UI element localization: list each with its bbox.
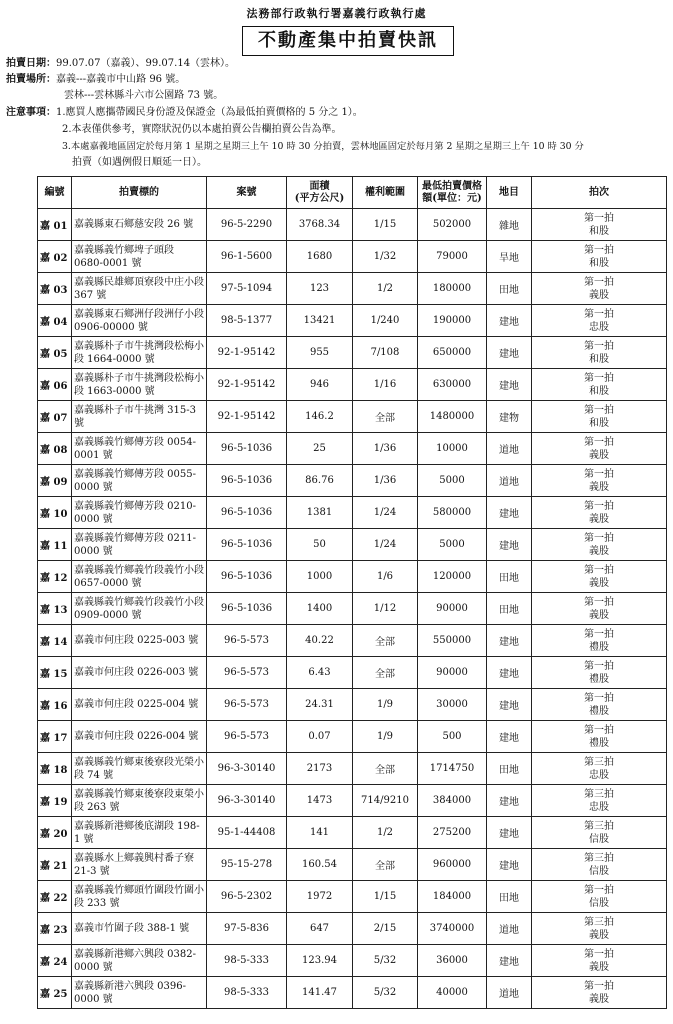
cell-rights: 1/15 [353,881,418,913]
cell-price: 650000 [418,337,487,369]
cell-rights: 1/240 [353,305,418,337]
table-row [38,465,667,497]
cell-area: 40.22 [287,625,353,657]
cell-stage: 第一拍 和股 [532,401,667,433]
cell-category: 建地 [487,337,532,369]
cell-area: 1972 [287,881,353,913]
cell-subject: 嘉義縣民雄鄉頂寮段中庄小段 367 號 [72,273,207,305]
cell-no: 嘉 02 [38,241,72,273]
cell-case: 92-1-95142 [207,337,287,369]
cell-no: 嘉 19 [38,785,72,817]
cell-stage: 第一拍 義股 [532,593,667,625]
cell-no: 嘉 20 [38,817,72,849]
cell-case: 96-3-30140 [207,785,287,817]
cell-case: 96-5-2290 [207,209,287,241]
cell-subject: 嘉義縣新港六興段 0396-0000 號 [72,977,207,1009]
cell-area: 3768.34 [287,209,353,241]
auction-place-chiayi: 嘉義---嘉義市中山路 96 號。 [56,74,186,85]
cell-price: 960000 [418,849,487,881]
table-row [38,881,667,913]
cell-case: 96-3-30140 [207,753,287,785]
cell-rights: 1/6 [353,561,418,593]
cell-area: 955 [287,337,353,369]
cell-case: 96-5-573 [207,689,287,721]
cell-no: 嘉 21 [38,849,72,881]
cell-rights: 1/36 [353,433,418,465]
cell-rights: 全部 [353,401,418,433]
notes-line-1 [6,106,363,120]
cell-category: 建地 [487,497,532,529]
cell-rights: 1/9 [353,721,418,753]
cell-stage: 第一拍 義股 [532,273,667,305]
cell-subject: 嘉義縣新港鄉六興段 0382-0000 號 [72,945,207,977]
auction-date-value: 99.07.07（嘉義）、99.07.14（雲林）。 [56,58,236,69]
notes-label: 注意事項： [6,107,56,118]
cell-subject: 嘉義市何庄段 0225-003 號 [72,625,207,657]
cell-stage: 第一拍 義股 [532,977,667,1009]
cell-category: 建地 [487,529,532,561]
cell-case: 96-5-1036 [207,561,287,593]
cell-subject: 嘉義縣東石鄉洲仔段洲仔小段 0906-00000 號 [72,305,207,337]
cell-price: 502000 [418,209,487,241]
cell-price: 90000 [418,657,487,689]
cell-stage: 第三拍 義股 [532,913,667,945]
cell-stage: 第一拍 禮股 [532,689,667,721]
table-row [38,849,667,881]
cell-subject: 嘉義市何庄段 0226-004 號 [72,721,207,753]
table-row [38,593,667,625]
table-row [38,401,667,433]
cell-rights: 全部 [353,753,418,785]
cell-subject: 嘉義市何庄段 0225-004 號 [72,689,207,721]
cell-no: 嘉 01 [38,209,72,241]
cell-rights: 全部 [353,849,418,881]
cell-case: 98-5-333 [207,945,287,977]
cell-stage: 第一拍 義股 [532,561,667,593]
cell-area: 24.31 [287,689,353,721]
cell-rights: 1/24 [353,529,418,561]
cell-area: 1680 [287,241,353,273]
cell-subject: 嘉義縣義竹鄉義竹段義竹小段 0909-0000 號 [72,593,207,625]
cell-area: 25 [287,433,353,465]
cell-no: 嘉 23 [38,913,72,945]
table-row [38,625,667,657]
cell-no: 嘉 10 [38,497,72,529]
cell-category: 田地 [487,881,532,913]
cell-price: 184000 [418,881,487,913]
cell-subject: 嘉義縣義竹鄉東後寮段東榮小段 263 號 [72,785,207,817]
cell-area: 160.54 [287,849,353,881]
cell-category: 建地 [487,849,532,881]
cell-price: 36000 [418,945,487,977]
cell-subject: 嘉義縣朴子市牛挑灣段松梅小段 1663-0000 號 [72,369,207,401]
table-row [38,817,667,849]
cell-no: 嘉 24 [38,945,72,977]
cell-subject: 嘉義縣義竹鄉東後寮段光榮小段 74 號 [72,753,207,785]
cell-price: 5000 [418,529,487,561]
cell-price: 580000 [418,497,487,529]
cell-category: 道地 [487,465,532,497]
note-1: 1.應買人應攜帶國民身份證及保證金（為最低拍賣價格的 5 分之 1）。 [56,107,363,118]
cell-stage: 第一拍 義股 [532,945,667,977]
cell-case: 96-5-1036 [207,497,287,529]
cell-rights: 5/32 [353,945,418,977]
table-header-row [38,177,667,209]
cell-rights: 5/32 [353,977,418,1009]
cell-no: 嘉 17 [38,721,72,753]
auction-place-yunlin: 雲林---雲林縣斗六市公園路 73 號。 [64,90,224,101]
table-row [38,913,667,945]
cell-area: 86.76 [287,465,353,497]
cell-area: 1381 [287,497,353,529]
cell-area: 0.07 [287,721,353,753]
cell-stage: 第一拍 信股 [532,881,667,913]
note-2: 2.本表僅供參考，實際狀況仍以本處拍賣公告欄拍賣公告為準。 [62,124,342,135]
note-3-line-1: 3.本處嘉義地區固定於每月第 1 星期之星期三上午 10 時 30 分拍賣，雲林地區固定於每月第 2 星期之星期三上午 10 時 30 分 [62,141,584,152]
cell-category: 建地 [487,945,532,977]
cell-subject: 嘉義縣義竹鄉傳芳段 0055-0000 號 [72,465,207,497]
cell-no: 嘉 15 [38,657,72,689]
cell-subject: 嘉義縣水上鄉義興村番子寮 21-3 號 [72,849,207,881]
cell-no: 嘉 08 [38,433,72,465]
cell-area: 647 [287,913,353,945]
table-row [38,753,667,785]
table-row [38,497,667,529]
cell-price: 5000 [418,465,487,497]
cell-no: 嘉 09 [38,465,72,497]
auction-date-label: 拍賣日期： [6,58,56,69]
table-row [38,657,667,689]
table-row [38,337,667,369]
cell-area: 146.2 [287,401,353,433]
cell-stage: 第一拍 忠股 [532,305,667,337]
table-row [38,529,667,561]
cell-stage: 第三拍 信股 [532,849,667,881]
header-category: 地目 [487,177,532,209]
auction-place-label: 拍賣場所： [6,74,56,85]
cell-no: 嘉 06 [38,369,72,401]
cell-stage: 第三拍 信股 [532,817,667,849]
cell-area: 1000 [287,561,353,593]
cell-rights: 全部 [353,657,418,689]
cell-stage: 第一拍 和股 [532,241,667,273]
cell-stage: 第一拍 義股 [532,529,667,561]
cell-no: 嘉 13 [38,593,72,625]
cell-no: 嘉 16 [38,689,72,721]
cell-stage: 第一拍 義股 [532,497,667,529]
cell-rights: 1/16 [353,369,418,401]
cell-subject: 嘉義縣東石鄉慈安段 26 號 [72,209,207,241]
cell-category: 田地 [487,593,532,625]
cell-rights: 1/36 [353,465,418,497]
cell-category: 建物 [487,401,532,433]
cell-category: 建地 [487,785,532,817]
cell-case: 95-1-44408 [207,817,287,849]
table-row [38,241,667,273]
cell-price: 10000 [418,433,487,465]
cell-case: 96-5-1036 [207,433,287,465]
agency-name: 法務部行政執行署嘉義行政執行處 [246,7,427,20]
table-row [38,561,667,593]
table-row [38,273,667,305]
cell-stage: 第三拍 忠股 [532,785,667,817]
cell-price: 1714750 [418,753,487,785]
cell-price: 79000 [418,241,487,273]
header-no: 編號 [38,177,72,209]
cell-area: 123.94 [287,945,353,977]
cell-subject: 嘉義縣義竹鄉傳芳段 0211-0000 號 [72,529,207,561]
cell-stage: 第一拍 和股 [532,337,667,369]
cell-case: 98-5-1377 [207,305,287,337]
cell-area: 123 [287,273,353,305]
cell-case: 96-5-1036 [207,465,287,497]
cell-area: 141 [287,817,353,849]
cell-stage: 第一拍 禮股 [532,625,667,657]
cell-category: 建地 [487,817,532,849]
cell-no: 嘉 25 [38,977,72,1009]
cell-stage: 第一拍 禮股 [532,721,667,753]
table-row [38,721,667,753]
header-case: 案號 [207,177,287,209]
cell-case: 97-5-1094 [207,273,287,305]
cell-price: 30000 [418,689,487,721]
cell-stage: 第一拍 義股 [532,433,667,465]
cell-case: 96-5-573 [207,657,287,689]
cell-category: 建地 [487,657,532,689]
cell-price: 90000 [418,593,487,625]
cell-category: 旱地 [487,241,532,273]
cell-category: 建地 [487,721,532,753]
cell-stage: 第一拍 和股 [532,209,667,241]
cell-area: 946 [287,369,353,401]
auction-place-line [6,73,185,87]
page-title: 不動產集中拍賣快訊 [242,26,454,56]
cell-price: 384000 [418,785,487,817]
cell-category: 道地 [487,433,532,465]
cell-no: 嘉 14 [38,625,72,657]
cell-subject: 嘉義市竹圍子段 388-1 號 [72,913,207,945]
cell-no: 嘉 12 [38,561,72,593]
cell-case: 97-5-836 [207,913,287,945]
cell-category: 田地 [487,561,532,593]
cell-rights: 全部 [353,625,418,657]
cell-no: 嘉 07 [38,401,72,433]
cell-case: 96-5-2302 [207,881,287,913]
note-3-line-2: 拍賣（如遇例假日順延一日）。 [72,157,207,168]
auction-table [37,176,667,1009]
cell-subject: 嘉義縣朴子市牛挑灣段松梅小段 1664-0000 號 [72,337,207,369]
header-rights: 權利範圍 [353,177,418,209]
cell-area: 1473 [287,785,353,817]
header-area: 面積 (平方公尺) [287,177,353,209]
cell-case: 96-5-573 [207,625,287,657]
cell-no: 嘉 22 [38,881,72,913]
cell-subject: 嘉義縣義竹鄉埤子頭段 0680-0001 號 [72,241,207,273]
cell-area: 50 [287,529,353,561]
cell-rights: 1/15 [353,209,418,241]
table-row [38,305,667,337]
cell-case: 92-1-95142 [207,401,287,433]
cell-category: 建地 [487,369,532,401]
cell-no: 嘉 04 [38,305,72,337]
cell-rights: 1/32 [353,241,418,273]
cell-rights: 1/9 [353,689,418,721]
cell-case: 95-15-278 [207,849,287,881]
cell-case: 96-5-1036 [207,593,287,625]
cell-category: 田地 [487,273,532,305]
header-stage: 拍次 [532,177,667,209]
cell-subject: 嘉義縣新港鄉後底湖段 198-1 號 [72,817,207,849]
cell-no: 嘉 18 [38,753,72,785]
cell-stage: 第一拍 禮股 [532,657,667,689]
cell-case: 96-1-5600 [207,241,287,273]
auction-date-line [6,57,235,71]
cell-case: 96-5-1036 [207,529,287,561]
cell-case: 98-5-333 [207,977,287,1009]
table-row [38,977,667,1009]
cell-price: 630000 [418,369,487,401]
cell-price: 550000 [418,625,487,657]
cell-stage: 第一拍 義股 [532,465,667,497]
cell-subject: 嘉義縣義竹鄉傳芳段 0210-0000 號 [72,497,207,529]
cell-subject: 嘉義縣義竹鄉義竹段義竹小段 0657-0000 號 [72,561,207,593]
cell-area: 141.47 [287,977,353,1009]
cell-category: 建地 [487,689,532,721]
cell-category: 建地 [487,625,532,657]
cell-price: 500 [418,721,487,753]
cell-rights: 7/108 [353,337,418,369]
cell-subject: 嘉義縣朴子市牛挑灣 315-3 號 [72,401,207,433]
cell-subject: 嘉義市何庄段 0226-003 號 [72,657,207,689]
cell-price: 180000 [418,273,487,305]
cell-rights: 1/12 [353,593,418,625]
cell-area: 13421 [287,305,353,337]
cell-area: 1400 [287,593,353,625]
table-row [38,785,667,817]
cell-price: 120000 [418,561,487,593]
cell-rights: 1/2 [353,817,418,849]
cell-area: 6.43 [287,657,353,689]
table-row [38,433,667,465]
cell-category: 雜地 [487,209,532,241]
table-row [38,369,667,401]
cell-stage: 第一拍 和股 [532,369,667,401]
cell-subject: 嘉義縣義竹鄉傳芳段 0054-0001 號 [72,433,207,465]
header-price: 最低拍賣價格 額(單位：元) [418,177,487,209]
cell-price: 1480000 [418,401,487,433]
table-row [38,209,667,241]
cell-price: 40000 [418,977,487,1009]
cell-no: 嘉 05 [38,337,72,369]
table-row [38,689,667,721]
cell-no: 嘉 03 [38,273,72,305]
table-row [38,945,667,977]
cell-case: 96-5-573 [207,721,287,753]
cell-stage: 第三拍 忠股 [532,753,667,785]
header-subject: 拍賣標的 [72,177,207,209]
cell-rights: 1/24 [353,497,418,529]
cell-price: 275200 [418,817,487,849]
cell-case: 92-1-95142 [207,369,287,401]
cell-category: 田地 [487,753,532,785]
cell-area: 2173 [287,753,353,785]
cell-category: 道地 [487,977,532,1009]
cell-no: 嘉 11 [38,529,72,561]
cell-category: 建地 [487,305,532,337]
cell-subject: 嘉義縣義竹鄉頭竹圍段竹圍小段 233 號 [72,881,207,913]
cell-category: 道地 [487,913,532,945]
cell-price: 3740000 [418,913,487,945]
cell-price: 190000 [418,305,487,337]
cell-rights: 2/15 [353,913,418,945]
cell-rights: 1/2 [353,273,418,305]
cell-rights: 714/9210 [353,785,418,817]
